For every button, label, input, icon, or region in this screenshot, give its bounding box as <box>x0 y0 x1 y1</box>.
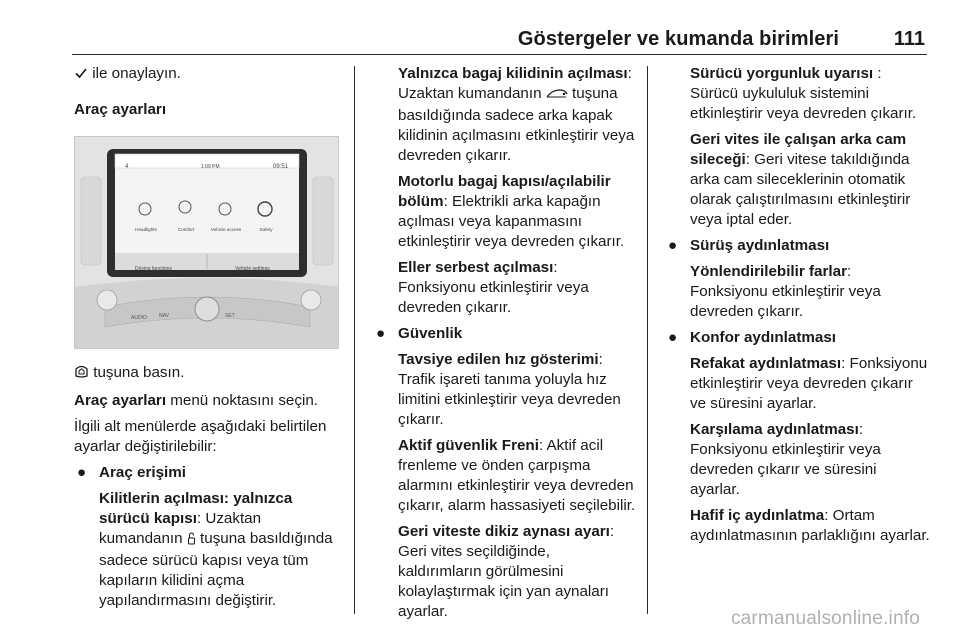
exit-lighting-setting: Refakat aydınlatması: Fonksiyonu etkinleştirir veya devreden çıkarır ve süresini ayarlar. <box>690 355 928 412</box>
power-liftgate-setting: Motorlu bagaj kapısı/açılabilir bölüm: Elektrikli arka kapağın açılması veya kapanmasını etkinleştirir veya devreden çıkarır. <box>398 173 625 250</box>
mirror-setting: Geri viteste dikiz aynası ayarı: Geri vites seçildiğinde, kaldırımların görülmesini kolaylaştırmak için yan aynaları ayarlar. <box>398 523 615 620</box>
page-number: 111 <box>893 28 925 50</box>
select-line: Araç ayarları menü noktasını seçin. <box>74 392 319 409</box>
adaptive-lights-setting: Yönlendirilebilir farlar: Fonksiyonu etkinleştirir veya devreden çıkarır. <box>690 263 881 320</box>
screen-time-right: 09:51 <box>273 164 289 170</box>
screen-tab-label: Vehicle settings <box>235 266 270 272</box>
brake-setting: Aktif güvenlik Freni: Aktif acil frenleme ve önden çarpışma alarmını etkinleştirir veya devreden çıkarır, alarm hassasiyeti seçilebilir. <box>398 437 636 514</box>
speed-setting: Tavsiye edilen hız gösterimi: Trafik işareti tanıma yoluyla hız limitini etkinleştirir veya devreden çıkarır. <box>398 351 621 428</box>
trunk-key-icon <box>546 86 568 106</box>
screen-icon-label: Headlights <box>135 227 157 232</box>
column-divider <box>354 66 355 614</box>
screen-icon-label: Safety <box>259 227 273 232</box>
console-button-label: NAV <box>159 313 169 319</box>
column-left <box>74 64 346 611</box>
screen-tab-label: Driving functions <box>135 266 172 272</box>
infotainment-illustration <box>74 136 339 349</box>
column-middle <box>376 64 636 628</box>
console-button-label: AUDIO <box>131 315 147 321</box>
trunk-setting: Yalnızca bagaj kilidinin açılması: Uzaktan kumandanın tuşuna basıldığında sadece arka kapak kilidinin açılmasını etkinleştirir veya devreden çıkarır. <box>398 65 635 164</box>
confirm-line: ile onaylayın. <box>74 64 346 86</box>
header-divider <box>72 54 927 55</box>
home-icon <box>74 365 89 385</box>
check-icon <box>74 66 88 86</box>
unlock-icon <box>187 531 196 551</box>
screen-status-left: 4 <box>125 164 129 170</box>
press-line: tuşuna basın. <box>74 363 346 385</box>
column-divider <box>647 66 648 614</box>
bullet-comfort-lights: ● Konfor aydınlatması <box>668 329 836 346</box>
section-title: Araç ayarları <box>74 101 167 118</box>
screen-icon-label: Vehicle access <box>210 227 242 232</box>
handsfree-setting: Eller serbest açılması: Fonksiyonu etkinleştirir veya devreden çıkarır. <box>398 259 589 316</box>
intro-text: İlgili alt menülerde aşağıdaki belirtilen ayarlar değiştirilebilir: <box>74 418 327 455</box>
page-title: Göstergeler ve kumanda birimleri <box>517 28 839 50</box>
column-right <box>668 64 930 552</box>
watermark: carmanualsonline.info <box>730 608 920 629</box>
bullet-driving-lights: ● Sürüş aydınlatması <box>668 237 830 254</box>
console-button-label: SET <box>225 313 235 319</box>
screen-time-center: 1:09 PM <box>201 164 220 170</box>
drowsiness-setting: Sürücü yorgunluk uyarısı : Sürücü uykululuk sistemini etkinleştirir veya devreden çıkarır. <box>690 65 917 122</box>
bullet-safety: ● Güvenlik <box>376 325 463 342</box>
unlock-setting: Kilitlerin açılması: yalnızca sürücü kapısı: Uzaktan kumandanın tuşuna basıldığında sadece sürücü kapısı veya tüm kapıların kilidini açma yapılandırmasını değiştirir. <box>99 490 333 609</box>
screen-icon-label: Comfort <box>177 227 195 232</box>
welcome-lighting-setting: Karşılama aydınlatması: Fonksiyonu etkinleştirir veya devreden çıkarır ve süresini ayarlar. <box>690 421 881 498</box>
rear-wiper-setting: Geri vites ile çalışan arka cam sileceği: Geri vitese takıldığında arka cam sileceklerinin otomatik olarak çalıştırılmasını etkinleştirir veya iptal eder. <box>690 131 911 228</box>
page-header <box>72 28 927 54</box>
bullet-vehicle-access: ● Araç erişimi <box>77 464 186 481</box>
ambient-lighting-setting: Hafif iç aydınlatma: Ortam aydınlatmasının parlaklığını ayarlar. <box>690 507 930 544</box>
